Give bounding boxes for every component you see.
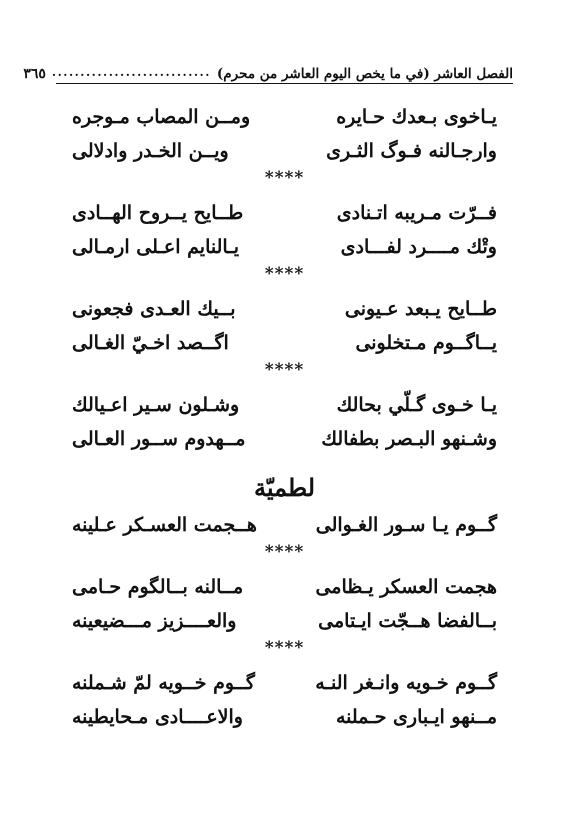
stanza-separator: ****: [264, 542, 305, 562]
verse-right-hemistich: طــايح يـبعد عـيونى: [344, 298, 497, 320]
stanza: [72, 292, 497, 360]
poem-body: [72, 100, 497, 734]
verse-right-hemistich: يـاخوى بـعدك حـايره: [336, 106, 497, 128]
verse-right-hemistich: هجمت العسكر يـظامى: [315, 576, 497, 598]
stanza-separator: ****: [264, 264, 305, 284]
verse-line: [72, 422, 497, 456]
stanza-separator: ****: [264, 168, 305, 188]
verse-right-hemistich: گــوم خـويه وانـغر النـه: [315, 672, 497, 694]
verse-right-hemistich: يـا خـوى گـلّي بحالك: [336, 394, 497, 416]
verse-left-hemistich: وشـلون سـير اعـيالك: [72, 394, 240, 416]
stanza: [72, 570, 497, 638]
verse-left-hemistich: هــجمت العسـكر عـلينه: [72, 514, 257, 536]
verse-right-hemistich: يــاگــوم مـتخلونى: [355, 332, 497, 354]
page-header: [23, 60, 513, 82]
verse-line: [72, 388, 497, 422]
stanza: [72, 100, 497, 168]
verse-left-hemistich: والعــــزيز مـــضيعينه: [72, 610, 237, 632]
verse-right-hemistich: وتْك مــــرد لفـــادى: [340, 236, 497, 258]
stanza-separator: ****: [264, 638, 305, 658]
stanza: [72, 666, 497, 734]
verse-right-hemistich: فــرّت مـريبه اتـنادى: [336, 202, 497, 224]
verse-line: [72, 100, 497, 134]
verse-left-hemistich: گــوم خــويه لمّ شـملنه: [72, 672, 255, 694]
chapter-title: الفصل العاشر (في ما يخص اليوم العاشر من محرم): [216, 66, 513, 82]
header-rule: [56, 83, 513, 84]
verse-left-hemistich: مــهدوم ســور العـالى: [72, 428, 246, 450]
stanza: [72, 508, 497, 542]
verse-line: [72, 508, 497, 542]
verse-line: [72, 666, 497, 700]
verse-line: [72, 570, 497, 604]
stanza-separator: ****: [264, 360, 305, 380]
verse-left-hemistich: بــيك العـدى فجعونى: [72, 298, 236, 320]
verse-right-hemistich: مــنهو ايـبارى حـملنه: [335, 706, 497, 728]
page-number: ٣٦٥: [23, 66, 46, 82]
verse-left-hemistich: والاعــــادى مـحايطينه: [72, 706, 243, 728]
verse-left-hemistich: يـالنايم اعـلى ارمـالى: [72, 236, 240, 258]
verse-left-hemistich: طــايح يــروح الهــادى: [72, 202, 244, 224]
stanza: [72, 196, 497, 264]
verse-line: [72, 230, 497, 264]
verse-left-hemistich: اگــصد اخـيّ الغـالى: [72, 332, 229, 354]
verse-line: [72, 604, 497, 638]
verse-right-hemistich: وشـنهو البـصر بطفالك: [321, 428, 497, 450]
verse-left-hemistich: ويــن الخـدر وادلالى: [72, 140, 229, 162]
verse-line: [72, 700, 497, 734]
verse-line: [72, 196, 497, 230]
section-title: لطميّة: [254, 473, 315, 502]
stanza: [72, 388, 497, 456]
verse-line: [72, 134, 497, 168]
verse-left-hemistich: ومــن المصاب مـوجره: [72, 106, 251, 128]
verse-right-hemistich: گــوم يـا سـور الغـوالى: [315, 514, 497, 536]
verse-line: [72, 292, 497, 326]
verse-left-hemistich: مــالنه بــالگوم حـامى: [72, 576, 244, 598]
leader-dots: ............................: [51, 65, 211, 79]
verse-right-hemistich: بــالفضا هــجّت ايـتامى: [318, 610, 497, 632]
verse-right-hemistich: وارجـالنه فـوگ الثـرى: [326, 140, 497, 162]
verse-line: [72, 326, 497, 360]
